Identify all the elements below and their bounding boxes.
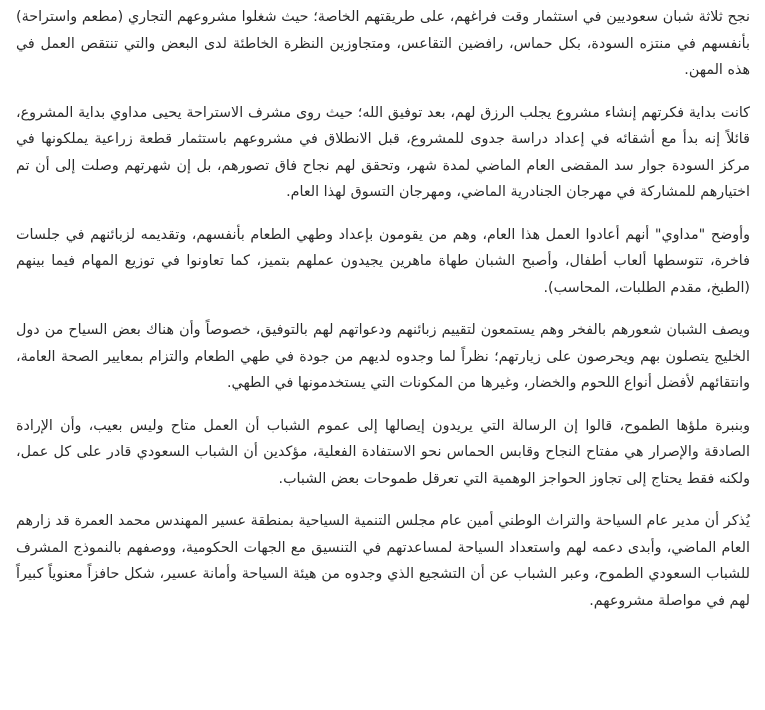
article-paragraph-4: ويصف الشبان شعورهم بالفخر وهم يستمعون لتقييم زبائنهم ودعواتهم لهم بالتوفيق، خصوصاً وأن هناك بعض السياح من دول الخليج يتصلون بهم ويحرصون على زيارتهم؛ نظراً لما وجدوه لديهم من جودة في طهي الطعام والتزام بمعايير الصحة العامة، وانتقائهم لأفضل أنواع اللحوم والخضار، وغيرها من المكونات التي يستخدمونها في الطهي. bbox=[16, 322, 750, 391]
article-paragraph-2: كانت بداية فكرتهم إنشاء مشروع يجلب الرزق لهم، بعد توفيق الله؛ حيث روى مشرف الاستراحة يحيى مداوي بداية المشروع، قائلاً إنه بدأ مع أشقائه في إعداد دراسة جدوى للمشروع، قبل الانطلاق في مشروعهم باستثمار قطعة زراعية يملكونها في مركز السودة جوار سد المقضى العام الماضي لمدة شهر، وتحقق لهم نجاح فاق تصورهم، بل إن شهرتهم وصلت إلى أن تم اختيارهم للمشاركة في مهرجان الجنادرية الماضي، ومهرجان التسوق لهذا العام. bbox=[16, 104, 750, 200]
article-body bbox=[16, 4, 750, 630]
article-paragraph-1: نجح ثلاثة شبان سعوديين في استثمار وقت فراغهم، على طريقتهم الخاصة؛ حيث شغلوا مشروعهم التجاري (مطعم واستراحة) بأنفسهم في منتزه السودة، بكل حماس، رافضين التقاعس، ومتجاوزين النظرة الخاطئة لدى البعض والتي تنتقص العمل في هذه المهن. bbox=[16, 9, 750, 78]
article-paragraph-6: يُذكر أن مدير عام السياحة والتراث الوطني أمين عام مجلس التنمية السياحية بمنطقة عسير المهندس محمد العمرة قد زارهم العام الماضي، وأبدى دعمه لهم واستعداد السياحة لمساعدتهم في التنسيق مع الجهات الحكومية، ووصفهم بالنموذج المشرف للشباب السعودي الطموح، وعبر الشباب عن أن التشجيع الذي وجدوه من هيئة السياحة وأمانة عسير، شكل حافزاً معنوياً كبيراً لهم في مواصلة مشروعهم. bbox=[16, 513, 750, 609]
article-paragraph-3: وأوضح "مداوي" أنهم أعادوا العمل هذا العام، وهم من يقومون بإعداد وطهي الطعام بأنفسهم، وتقديمه لزبائنهم في جلسات فاخرة، تتوسطها ألعاب أطفال، وأصبح الشبان طهاة ماهرين يجيدون عملهم بتميز، كما تعاونوا في توزيع المهام فيما بينهم (الطبخ، مقدم الطلبات، المحاسب). bbox=[16, 226, 750, 296]
article-paragraph-5: وبنبرة ملؤها الطموح، قالوا إن الرسالة التي يريدون إيصالها إلى عموم الشباب أن العمل متاح وليس بعيب، وأن الإرادة الصادقة والإصرار هي مفتاح النجاح وقابس الحماس نحو الاستفادة الفعلية، مؤكدين أن الشباب السعودي قادر على كل عمل، ولكنه فقط يحتاج إلى تجاوز الحواجز الوهمية التي تعرقل طموحات بعض الشباب. bbox=[16, 417, 750, 487]
